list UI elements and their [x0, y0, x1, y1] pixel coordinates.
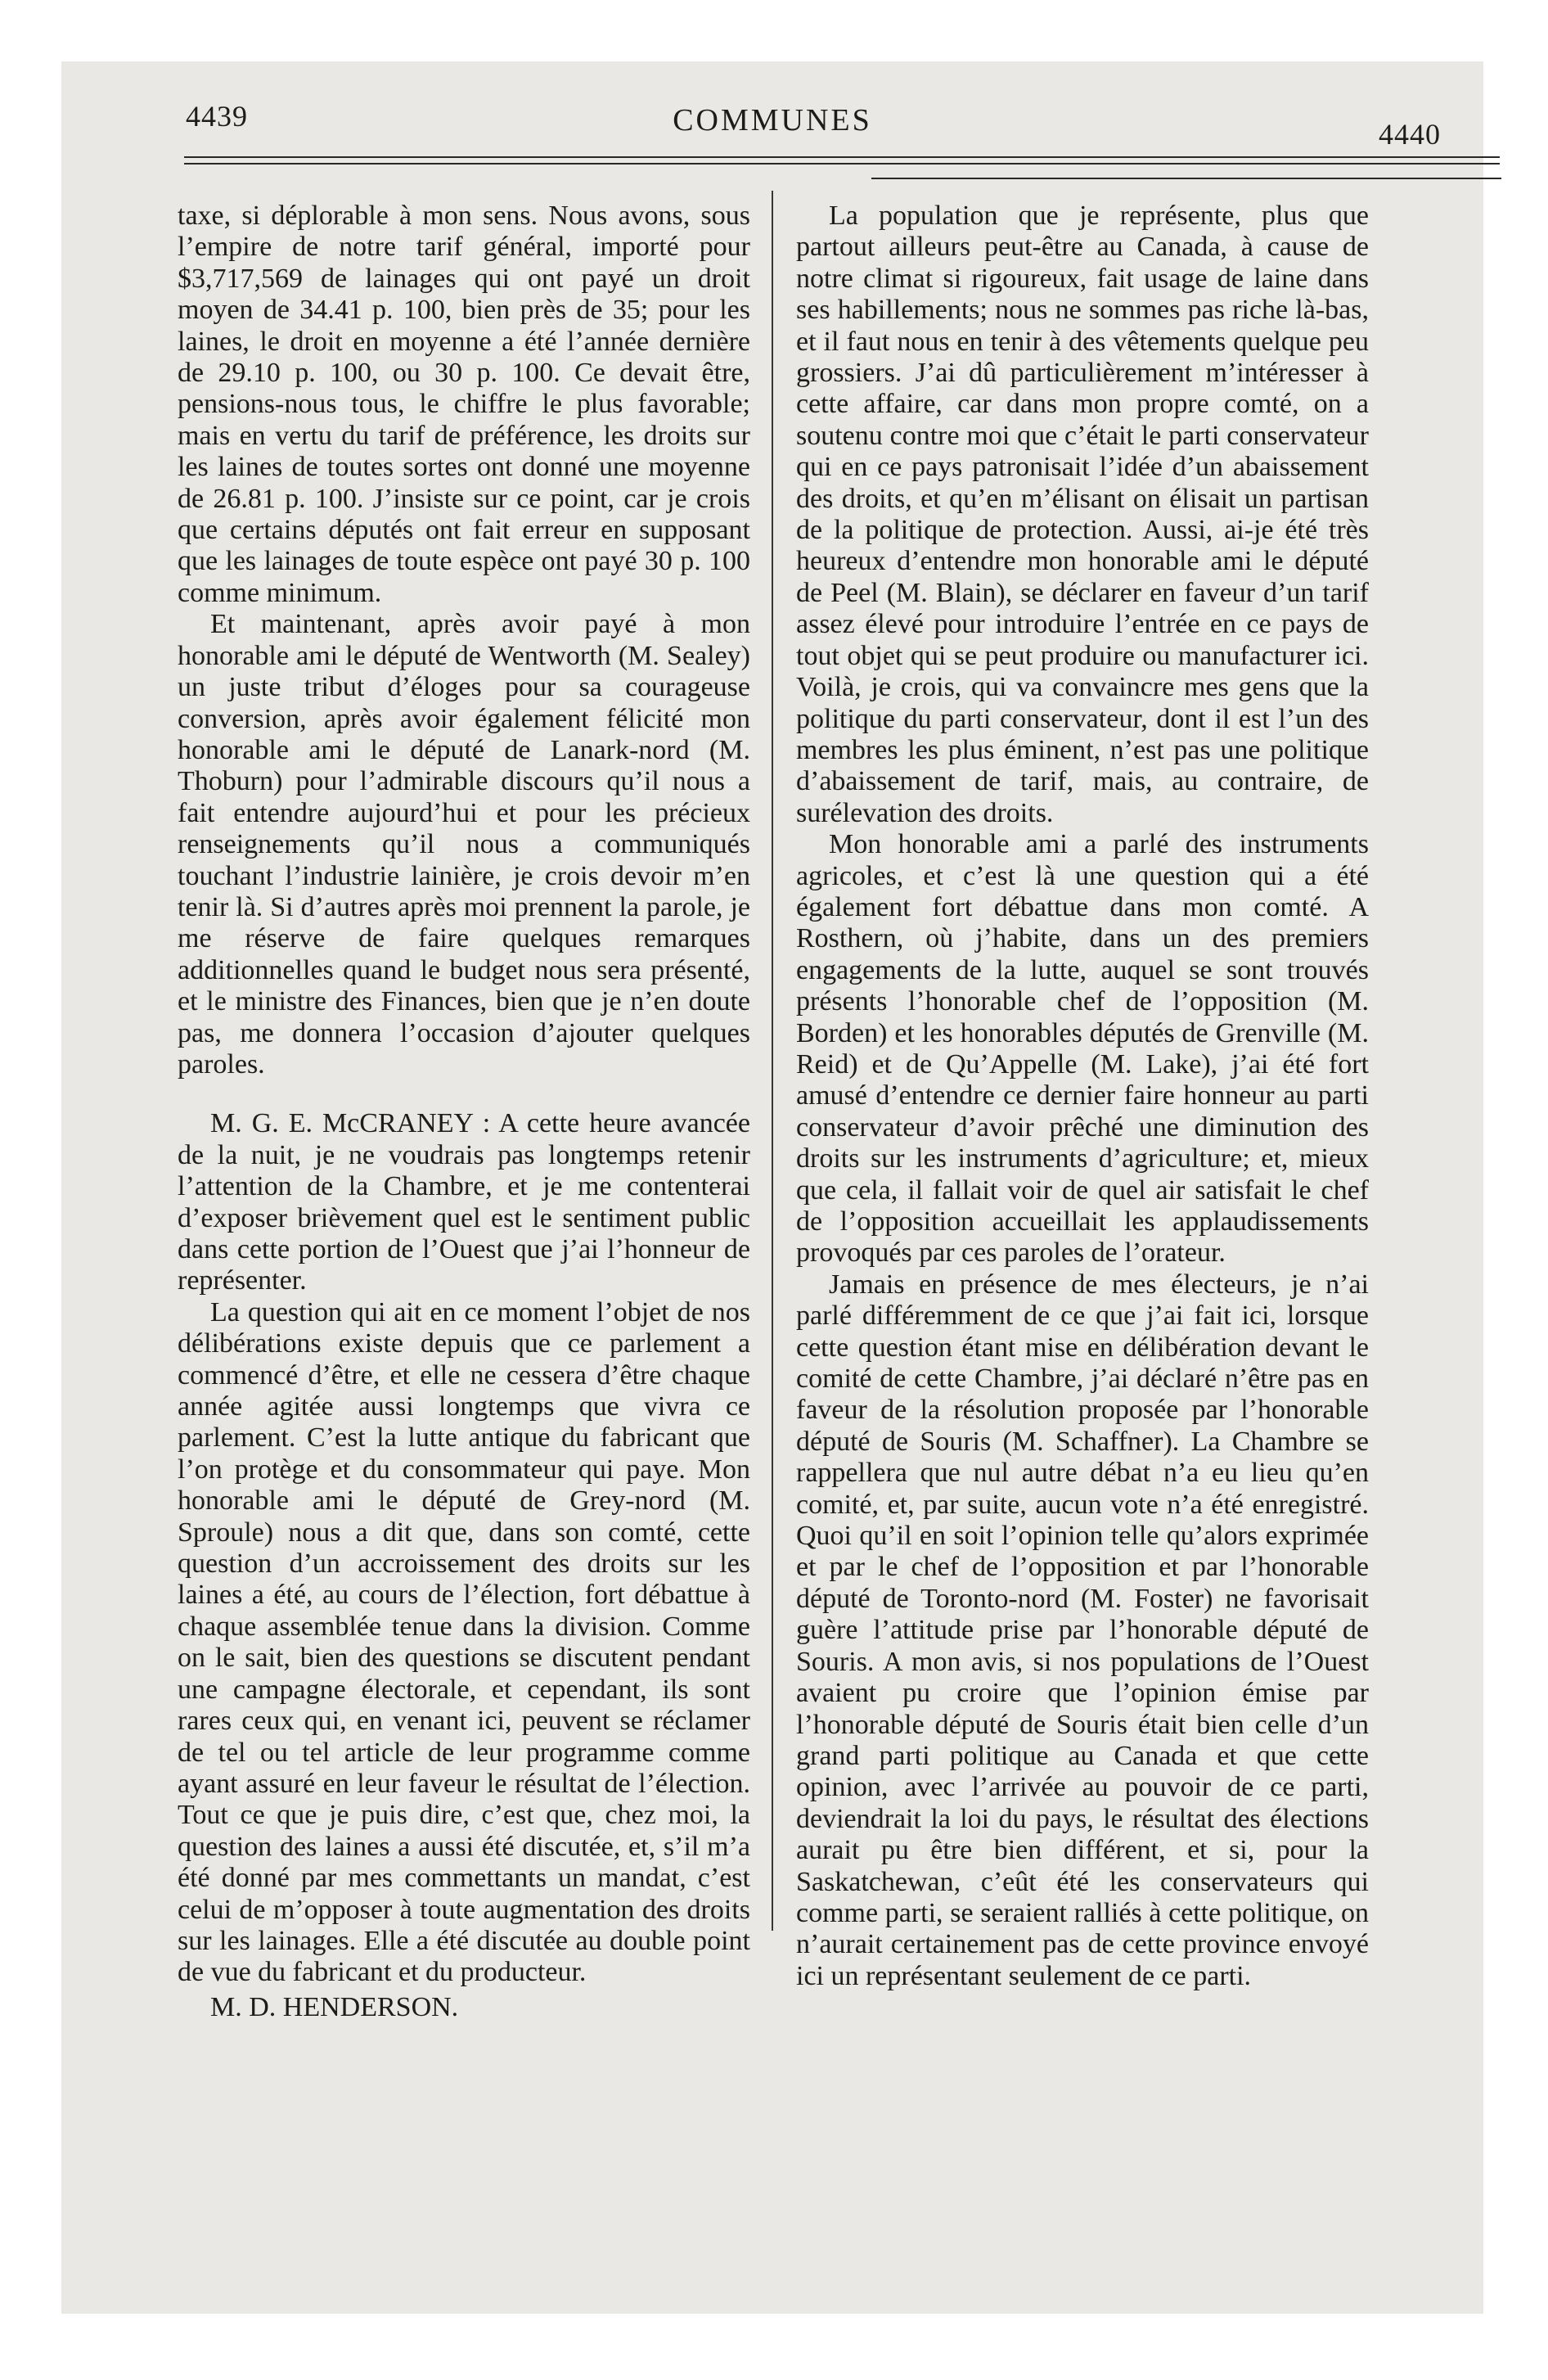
scanned-page: [61, 61, 1483, 2314]
right-paragraph-1: La population que je représente, plus que partout ailleurs peut-être au Canada, à cause de notre climat si rigoureux, fait usage de laine dans ses habillements; nous ne sommes pas riche là-bas, et il faut nous en tenir à des vêtements quelque peu grossiers. J’ai dû particulièrement m’intéresser à cette affaire, car dans mon propre comté, on a soutenu contre moi que c’était le parti conservateur qui en ce pays patronisait l’idée d’un abaissement des droits, et qu’en m’élisant on élisait un partisan de la politique de protection. Aussi, ai-je été très heureux d’entendre mon honorable ami le député de Peel (M. Blain), se déclarer en faveur d’un tarif assez élevé pour introduire l’entrée en ce pays de tout objet qui se peut produire ou manufacturer ici. Voilà, je crois, qui va convaincre mes gens que la politique du parti conservateur, dont il est l’un des membres les plus éminent, n’est pas une politique d’abaissement de tarif, mais, au contraire, de surélevation des droits.: [796, 201, 1369, 828]
running-head-title: COMMUNES: [673, 103, 872, 137]
left-column: [178, 201, 750, 2023]
header-rule-top: [184, 156, 1500, 158]
right-paragraph-2: Mon honorable ami a parlé des instruments agricoles, et c’est là une question qui a été également fort débattue dans mon comté. A Rosthern, où j’habite, dans un des premiers engagements de la lutte, auquel se sont trouvés présents l’honorable chef de l’opposition (M. Borden) et les honorables députés de Grenville (M. Reid) et de Qu’Appelle (M. Lake), j’ai été fort amusé d’entendre ce dernier faire honneur au parti conservateur d’avoir prêché une diminution des droits sur les instruments d’agriculture; et, mieux que cela, il fallait voir de quel air satisfait le chef de l’opposition accueillait les applaudissements provoqués par ces paroles de l’orateur.: [796, 829, 1369, 1269]
left-paragraph-2: Et maintenant, après avoir payé à mon honorable ami le député de Wentworth (M. Sealey) un juste tribut d’éloges pour sa courageuse conversion, après avoir également félicité mon honorable ami le député de Lanark-nord (M. Thoburn) pour l’admirable discours qu’il nous a fait entendre aujourd’hui et pour les précieux renseignements qu’il nous a communiqués touchant l’industrie lainière, je crois devoir m’en tenir là. Si d’autres après moi prennent la parole, je me réserve de faire quelques remarques additionnelles quand le budget nous sera présenté, et le ministre des Finances, bien que je n’en doute pas, me donnera l’occasion d’ajouter quelques paroles.: [178, 609, 750, 1080]
header-rule-right: [871, 178, 1501, 179]
left-paragraph-4: La question qui ait en ce moment l’objet de nos délibérations existe depuis que ce parlement a commencé d’être, et elle ne cessera d’être chaque année agitée aussi longtemps que vivra ce parlement. C’est la lutte antique du fabricant que l’on protège et du consommateur qui paye. Mon honorable ami le député de Grey-nord (M. Sproule) nous a dit que, dans son comté, cette question d’un accroissement des droits sur les laines a été, au cours de l’élection, fort débattue à chaque assemblée tenue dans la division. Comme on le sait, bien des questions se discutent pendant une campagne électorale, et cependant, ils sont rares ceux qui, en venant ici, peuvent se réclamer de tel ou tel article de leur programme comme ayant assuré en leur faveur le résultat de l’élection. Tout ce que je puis dire, c’est que, chez moi, la question des laines a aussi été discutée, et, s’il m’a été donné par mes commettants un mandat, c’est celui de m’opposer à toute augmentation des droits sur les lainages. Elle a été discutée au double point de vue du fabricant et du producteur.: [178, 1296, 750, 1988]
page-header: [61, 61, 1483, 192]
page-number-left: 4439: [186, 100, 248, 133]
right-paragraph-3: Jamais en présence de mes électeurs, je n’ai parlé différemment de ce que j’ai fait ici, lorsque cette question étant mise en délibération devant le comité de cette Chambre, j’ai déclaré n’être pas en faveur de la résolution proposée par l’honorable député de Souris (M. Schaffner). La Chambre se rappellera que nul autre débat n’a eu lieu qu’en comité, et, par suite, aucun vote n’a été enregistré. Quoi qu’il en soit l’opinion telle qu’alors exprimée et par le chef de l’opposition et par l’honorable député de Toronto-nord (M. Foster) ne favorisait guère l’attitude prise par l’honorable député de Souris. A mon avis, si nos populations de l’Ouest avaient pu croire que l’opinion émise par l’honorable député de Souris était bien celle d’un grand parti politique au Canada et que cette opinion, avec l’arrivée au pouvoir de ce parti, deviendrait la loi du pays, le résultat des élections aurait pu être bien différent, et si, pour la Saskatchewan, c’eût été les conservateurs qui comme parti, se seraient ralliés à cette politique, on n’aurait certainement pas de cette province envoyé ici un représentant seulement de ce parti.: [796, 1269, 1369, 1991]
left-paragraph-1: taxe, si déplorable à mon sens. Nous avons, sous l’empire de notre tarif général, importé pour $3,717,569 de lainages qui ont payé un droit moyen de 34.41 p. 100, bien près de 35; pour les laines, le droit en moyenne a été l’année dernière de 29.10 p. 100, ou 30 p. 100. Ce devait être, pensions-nous tous, le chiffre le plus favorable; mais en vertu du tarif de préférence, les droits sur les laines de toutes sortes ont donné une moyenne de 26.81 p. 100. J’insiste sur ce point, car je crois que certains députés ont fait erreur en supposant que les lainages de toute espèce ont payé 30 p. 100 comme minimum.: [178, 201, 750, 608]
column-divider: [772, 191, 773, 1931]
right-column: [796, 201, 1369, 1992]
header-rule-bottom: [184, 163, 1500, 165]
page-number-right: 4440: [1379, 118, 1441, 151]
left-paragraph-3-speaker-mccraney: M. G. E. McCRANEY : A cette heure avancée de la nuit, je ne voudrais pas longtemps retenir l’attention de la Chambre, et je me contenterai d’exposer brièvement quel est le sentiment public dans cette portion de l’Ouest que j’ai l’honneur de représenter.: [178, 1108, 750, 1296]
left-speaker-henderson: M. D. HENDERSON.: [210, 1991, 459, 2022]
